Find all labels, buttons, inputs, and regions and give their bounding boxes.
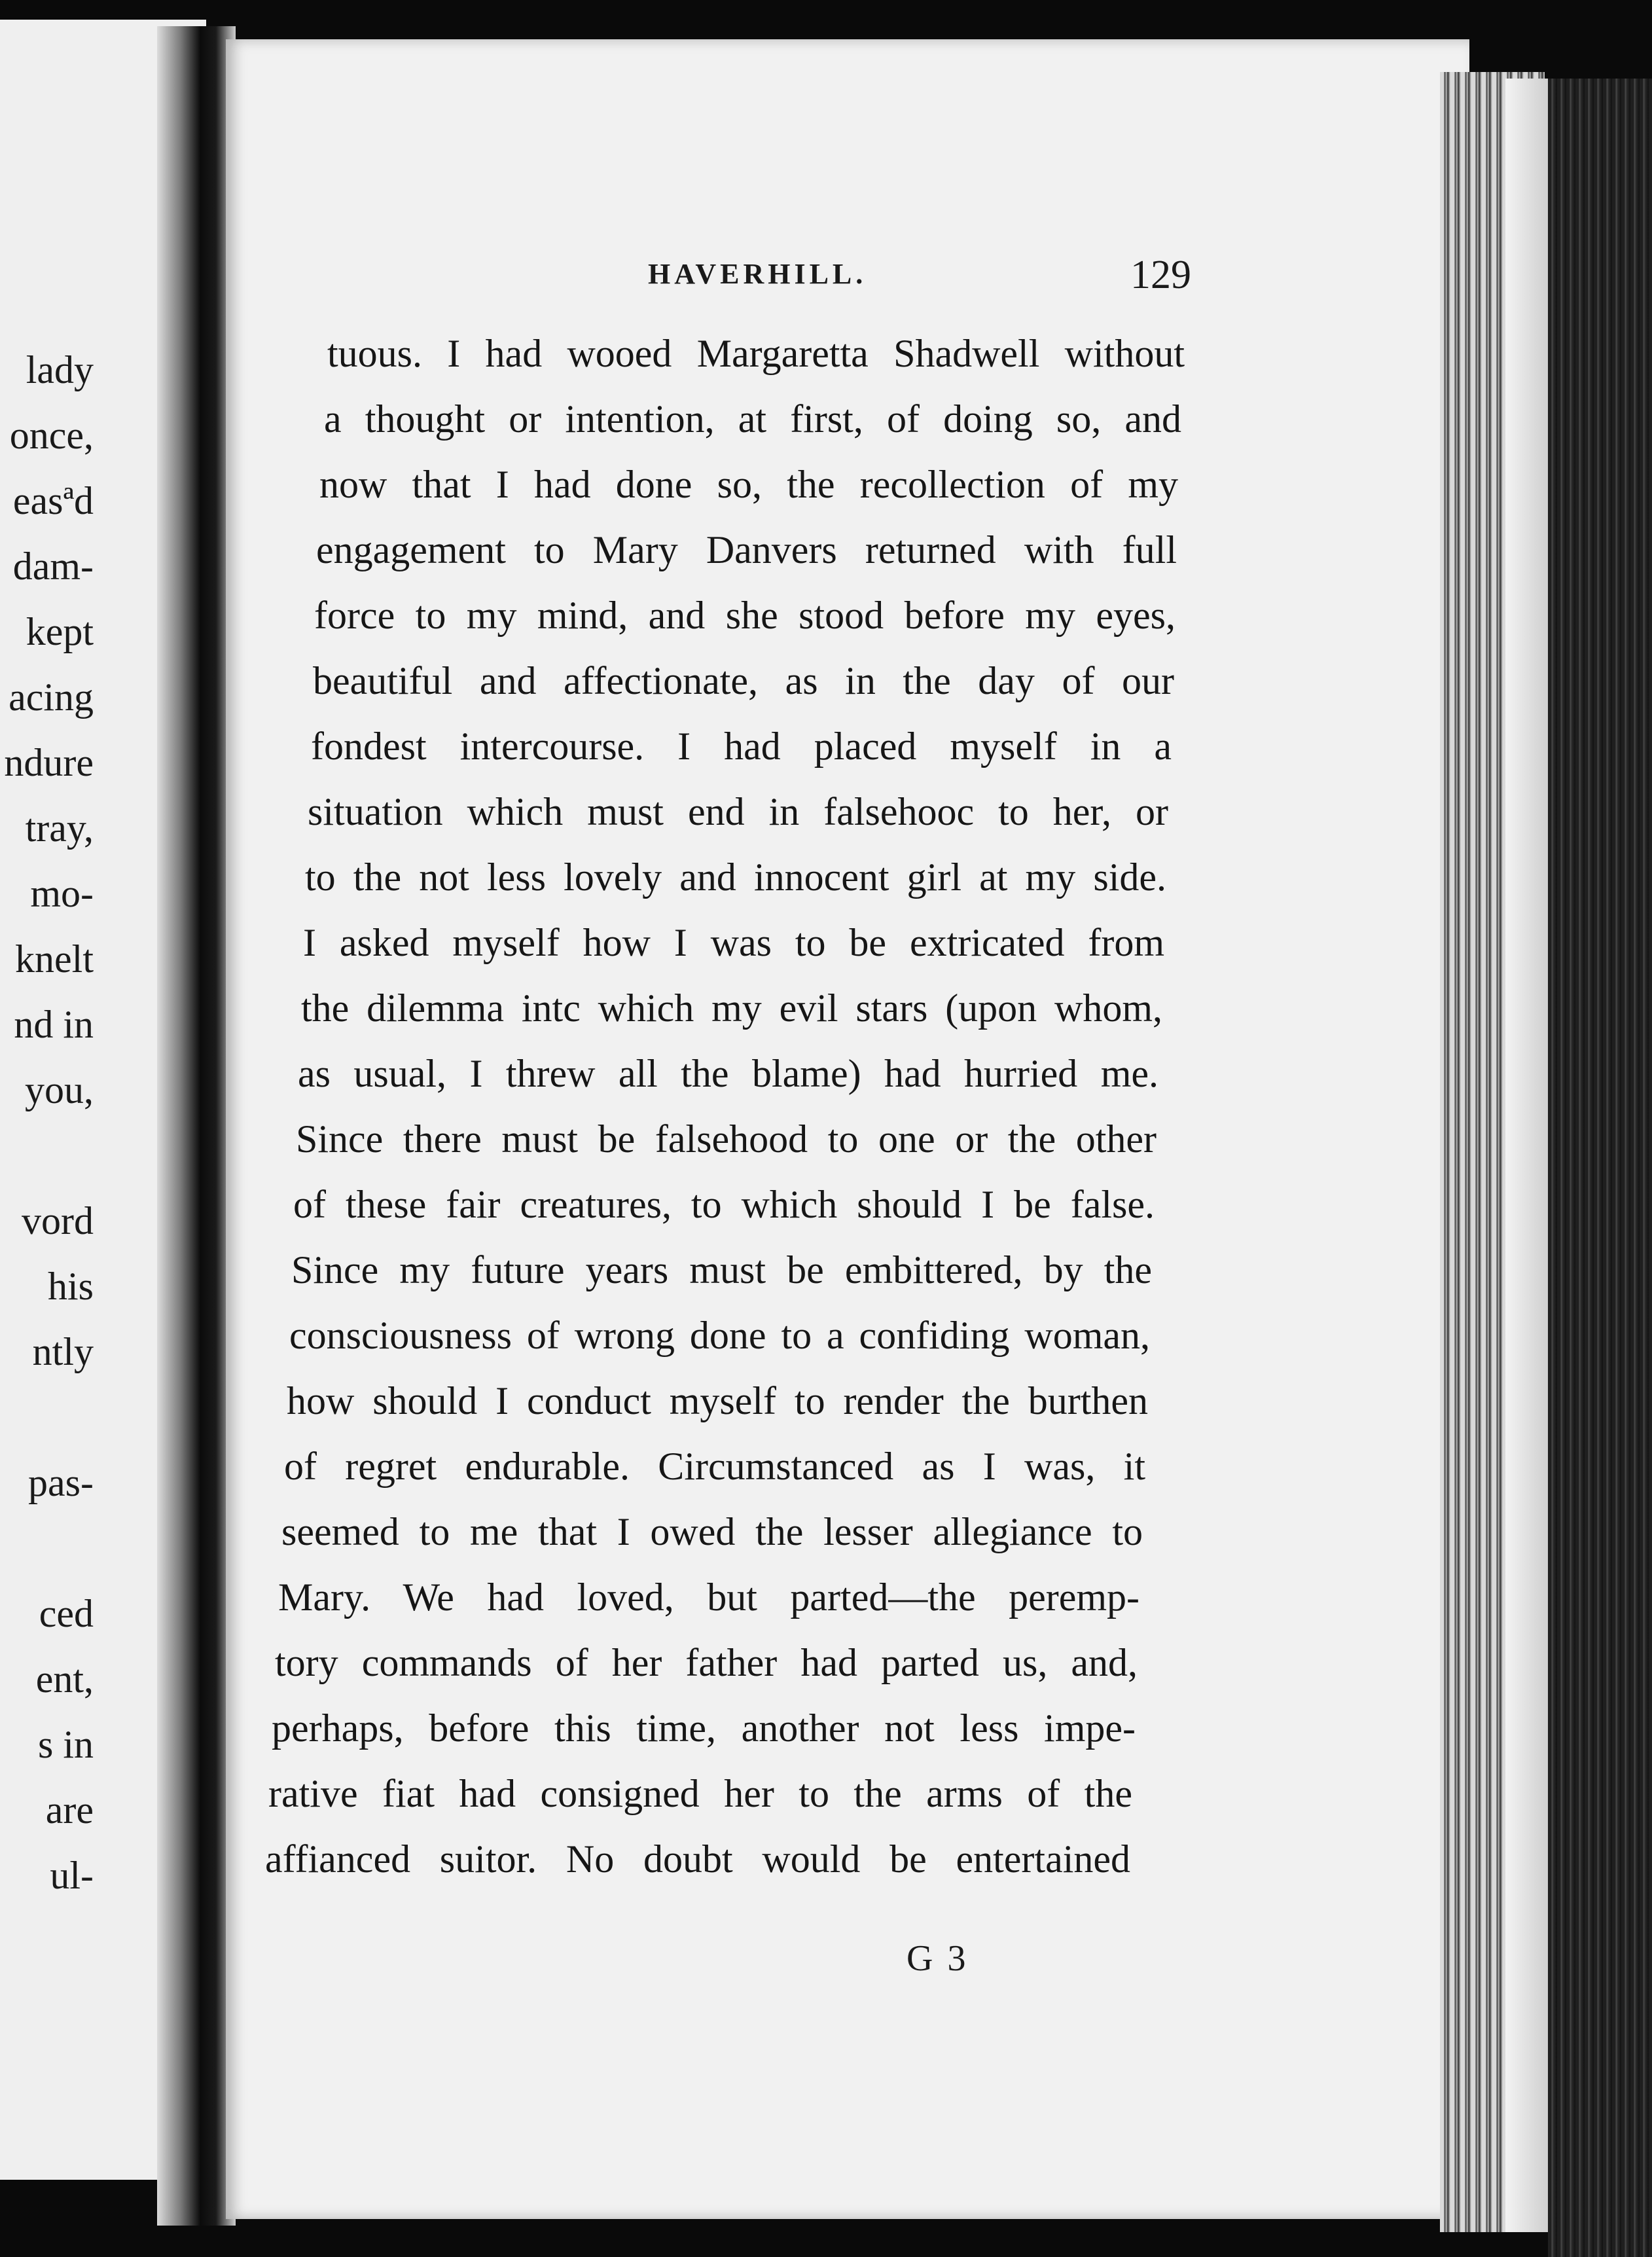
text-line: now that I had done so, the recollection of my [319, 463, 1178, 506]
left-page-line: mo- [30, 872, 94, 915]
text-line: as usual, I threw all the blame) had hurried me. [298, 1052, 1158, 1095]
signature-mark: G 3 [907, 1938, 969, 1979]
left-page-line: dam- [12, 545, 94, 588]
book-cover-edge [1548, 79, 1652, 2257]
page-number: 129 [1130, 253, 1191, 297]
book-gutter [157, 26, 236, 2226]
text-line: force to my mind, and she stood before my eyes, [314, 594, 1176, 637]
text-line: Since my future years must be embittered, by the [291, 1248, 1152, 1291]
left-page-line: pas- [28, 1461, 94, 1504]
left-page-line: s in [37, 1723, 94, 1766]
text-line: Mary. We had loved, but parted—the peremp- [278, 1576, 1140, 1619]
text-line: perhaps, before this time, another not less impe- [272, 1706, 1136, 1750]
text-line: to the not less lovely and innocent girl at my side. [305, 856, 1166, 899]
left-page-line: his [47, 1265, 94, 1308]
text-line: tory commands of her father had parted us, and, [275, 1641, 1138, 1684]
left-page-line: knelt [15, 937, 94, 981]
left-page-line: ced [39, 1592, 94, 1635]
text-line: Since there must be falsehood to one or the other [296, 1117, 1157, 1161]
left-page-line: lady [26, 348, 94, 391]
text-line: beautiful and affectionate, as in the day of our [313, 659, 1174, 702]
left-page-line: ntly [32, 1330, 94, 1373]
text-line: situation which must end in falsehooc to her, or [308, 790, 1168, 833]
left-page-line: acing [9, 676, 94, 719]
page-edge-highlight [1505, 79, 1548, 2232]
text-line: rative fiat had consigned her to the arms of the [268, 1772, 1132, 1815]
text-line: seemed to me that I owed the lesser allegiance to [281, 1510, 1143, 1553]
left-page-line: easªd [12, 479, 94, 522]
left-page-line: once, [9, 414, 94, 457]
text-line: engagement to Mary Danvers returned with full [316, 528, 1177, 571]
text-line: of these fair creatures, to which should I be false. [293, 1183, 1155, 1226]
left-page-line: ndure [4, 741, 94, 784]
text-line: fondest intercourse. I had placed myself in a [311, 725, 1172, 768]
left-page-line: you, [25, 1068, 94, 1111]
text-line: I asked myself how I was to be extricated from [303, 921, 1164, 964]
left-page-line: ent, [35, 1657, 94, 1701]
text-line: the dilemma intc which my evil stars (upon whom, [301, 986, 1162, 1030]
left-page-line: ul- [50, 1854, 94, 1897]
text-line: of regret endurable. Circumstanced as I was, it [284, 1445, 1145, 1488]
text-line: how should I conduct myself to render the burthen [287, 1379, 1148, 1422]
left-page-line: are [45, 1788, 94, 1832]
left-page-line: vord [22, 1199, 94, 1242]
text-line: consciousness of wrong done to a confiding woman, [289, 1314, 1150, 1357]
main-page [226, 39, 1469, 2219]
left-page-line: nd in [14, 1003, 94, 1046]
text-line: affianced suitor. No doubt would be entertained [265, 1837, 1130, 1881]
page-header [648, 252, 1191, 304]
text-line: tuous. I had wooed Margaretta Shadwell without [327, 332, 1185, 375]
left-page-line: kept [26, 610, 94, 653]
left-page-line: tray, [25, 806, 94, 850]
text-line: a thought or intention, at first, of doing so, and [324, 397, 1181, 441]
running-head: HAVERHILL. [648, 258, 867, 290]
